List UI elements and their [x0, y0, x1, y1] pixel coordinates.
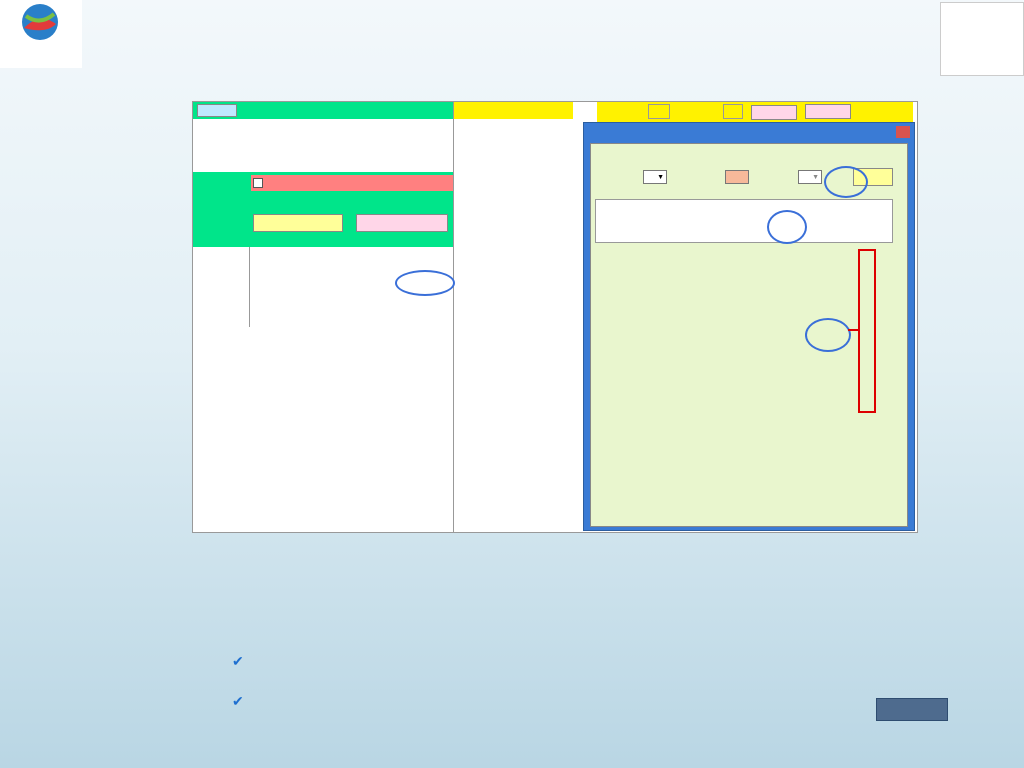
indicadores-header: [251, 236, 453, 247]
callout-4-ring: [824, 166, 868, 198]
escala-label: [855, 106, 891, 118]
check-icon: ✔: [232, 693, 244, 709]
asignatura-label: [273, 105, 453, 119]
calcular-button[interactable]: [805, 104, 851, 119]
dgec-logo: [0, 0, 82, 68]
ayuda-button[interactable]: [197, 104, 237, 117]
periodo-label: [599, 106, 644, 118]
chevron-down-icon: ▼: [657, 174, 664, 181]
evaluar-button[interactable]: [751, 105, 797, 120]
mantenimiento-button[interactable]: [253, 214, 343, 232]
callout-3-bracket-right: [866, 249, 876, 413]
dialog-nivel-select[interactable]: [798, 170, 822, 184]
escala-value: [895, 106, 909, 118]
asignatura-value[interactable]: [453, 102, 573, 119]
nivel-value[interactable]: [723, 104, 743, 119]
indicator-textarea[interactable]: [595, 199, 893, 243]
chevron-down-icon: ▼: [812, 174, 819, 181]
check-icon: ✔: [232, 653, 244, 669]
callout-2-ring: [767, 210, 807, 244]
codigo-header: [193, 222, 249, 246]
code-divider: [249, 247, 250, 327]
dialog-periodo-select[interactable]: [643, 170, 667, 184]
nivel-label: [696, 106, 721, 118]
column-divider: [453, 102, 454, 532]
mep-logo: [940, 2, 1024, 76]
mostrar-checkbox-box[interactable]: [253, 178, 263, 188]
dialog-escala-value: [725, 170, 749, 184]
periodo-value[interactable]: [648, 104, 670, 119]
student-list: [595, 249, 897, 415]
eliminar-indicador-button[interactable]: [356, 214, 448, 232]
dialog-close-button[interactable]: [896, 126, 910, 138]
dgec-emblem-icon: [10, 0, 70, 48]
callout-3-ring: [805, 318, 851, 352]
inicio-button[interactable]: [876, 698, 948, 721]
callout-1-ring: [395, 270, 455, 296]
callout-3-pointer: [848, 329, 858, 331]
piad-logo: [0, 705, 80, 768]
mostrar-checkbox[interactable]: [253, 177, 373, 189]
